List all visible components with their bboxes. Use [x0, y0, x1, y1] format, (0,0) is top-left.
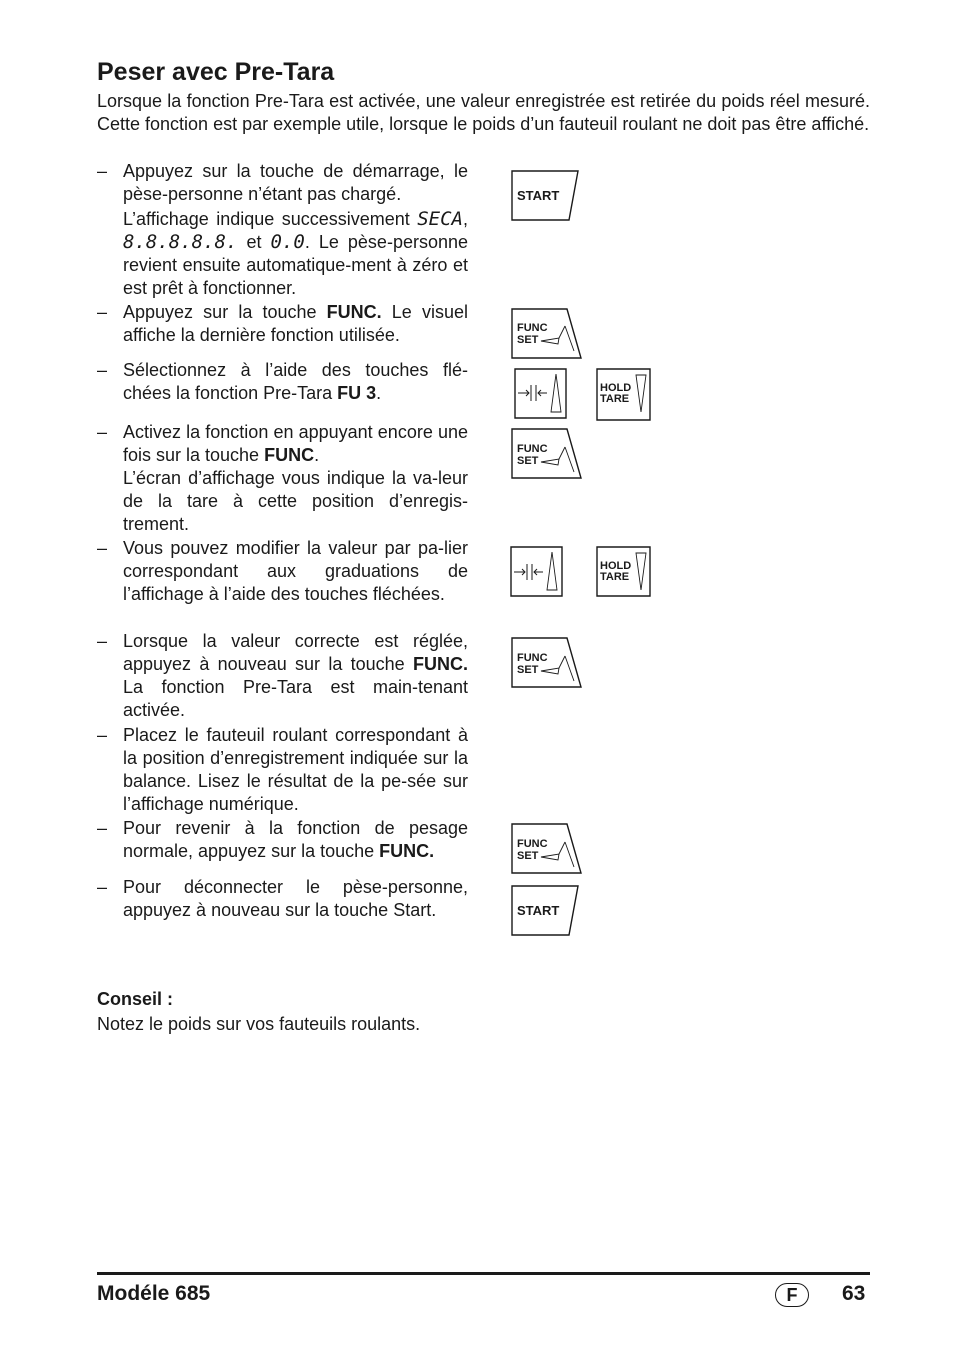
func-keyword: FUNC [264, 445, 315, 465]
tip-text: Notez le poids sur vos fauteuils roulants. [97, 1014, 421, 1034]
dash: – [97, 161, 108, 181]
hold-tare-key-icon [596, 546, 652, 598]
func-set-key-icon [511, 823, 583, 875]
func-set-key-icon [511, 637, 583, 689]
step-4-text [123, 421, 468, 467]
tip-heading: Conseil : [97, 989, 174, 1009]
step-2 [97, 301, 468, 347]
lcd-zero: 0.0 [270, 231, 305, 253]
set-key-label: SET [517, 455, 539, 467]
func-set-key-icon [511, 308, 583, 360]
step-9 [97, 876, 468, 922]
hold-key-label: HOLD [600, 382, 632, 394]
step-7 [97, 724, 468, 816]
func-keyword: FUNC. [326, 302, 382, 322]
separator: , [462, 209, 468, 229]
intro-paragraph: Lorsque la fonction Pre-Tara est activée, une valeur enregistrée est retirée du poids réel mesuré. Cette fonction est par exemple utile, lorsque le poids d’un fauteuil roulant ne doit pas être affiché. [97, 91, 870, 134]
func-key-label: FUNC [517, 443, 548, 455]
func-keyword: FUNC. [413, 654, 468, 674]
arrow-down-key-icon [514, 368, 568, 420]
step-1-display-outro: . Le pèse-personne revient ensuite automatique-ment à zéro et est prêt à fonctionner. [123, 232, 468, 298]
step-5 [97, 537, 468, 606]
footer-rule [97, 1272, 870, 1275]
arrow-down-key-icon [510, 546, 564, 598]
step-7-text: Placez le fauteuil roulant correspondant à la position d’enregistrement indiquée sur la balance. Lisez le résultat de la pe-sée sur l’affichage numérique. [123, 725, 468, 814]
dash: – [97, 725, 108, 745]
step-6-text [123, 630, 468, 722]
step-9-text: Pour déconnecter le pèse-personne, appuyez à nouveau sur la touche Start. [123, 877, 468, 920]
fu3-keyword: FU 3 [337, 383, 377, 403]
func-key-label: FUNC [517, 322, 548, 334]
page-title: Peser avec Pre-Tara [97, 58, 335, 86]
page-number: 63 [842, 1282, 866, 1305]
separator-et: et [246, 232, 262, 252]
func-key-label: FUNC [517, 838, 548, 850]
tare-key-label: TARE [600, 393, 630, 405]
step-3-part: Sélectionnez à l’aide des touches flé-chées la fonction Pre-Tara [123, 360, 468, 403]
step-4-part: . [314, 445, 320, 465]
dash: – [97, 818, 108, 838]
step-4-part: Activez la fonction en appuyant encore une fois sur la touche [123, 422, 468, 465]
set-key-label: SET [517, 850, 539, 862]
hold-tare-key-icon [596, 368, 652, 422]
step-4 [97, 421, 468, 536]
step-1-text: Appuyez sur la touche de démarrage, le pèse-personne n’étant pas chargé. [123, 161, 468, 204]
start-key-icon [511, 885, 581, 937]
step-2-part: Appuyez sur la touche [123, 302, 317, 322]
lcd-seca: SECA [417, 208, 463, 230]
language-badge: F [775, 1283, 809, 1307]
step-4-detail: L’écran d’affichage vous indique la va-leur de la tare à cette position d’enregis-trement. [123, 468, 468, 534]
set-key-label: SET [517, 664, 539, 676]
start-key-label: START [517, 188, 560, 203]
step-8-text [123, 817, 468, 863]
lcd-segment-test: 8.8.8.8.8. [123, 231, 238, 253]
step-1-display-intro: L’affichage indique successivement [123, 209, 410, 229]
dash: – [97, 422, 108, 442]
step-3 [97, 359, 468, 405]
step-8-part: Pour revenir à la fonction de pesage normale, appuyez sur la touche [123, 818, 468, 861]
dash: – [97, 538, 108, 558]
step-6 [97, 630, 468, 722]
set-key-label: SET [517, 334, 539, 346]
step-8 [97, 817, 468, 863]
func-key-label: FUNC [517, 652, 548, 664]
step-1 [97, 160, 468, 300]
dash: – [97, 877, 108, 897]
start-key-label: START [517, 903, 560, 918]
func-set-key-icon [511, 428, 583, 480]
func-keyword: FUNC. [379, 841, 435, 861]
dash: – [97, 360, 108, 380]
step-3-part: . [376, 383, 382, 403]
dash: – [97, 302, 108, 322]
step-3-text [123, 359, 468, 405]
tare-key-label: TARE [600, 571, 630, 583]
step-2-text [123, 301, 468, 347]
step-6-part: La fonction Pre-Tara est main-tenant activée. [123, 677, 468, 720]
step-5-text: Vous pouvez modifier la valeur par pa-lier correspondant aux graduations de l’affichage à l’aide des touches fléchées. [123, 538, 468, 604]
start-key-icon [511, 170, 581, 222]
step-6-part: Lorsque la valeur correcte est réglée, appuyez à nouveau sur la touche [123, 631, 468, 674]
step-2-part: Le visuel affiche la dernière fonction utilisée. [123, 302, 468, 345]
footer-model: Modéle 685 [97, 1282, 211, 1305]
step-1-display-text [123, 208, 468, 300]
dash: – [97, 631, 108, 651]
hold-key-label: HOLD [600, 560, 632, 572]
